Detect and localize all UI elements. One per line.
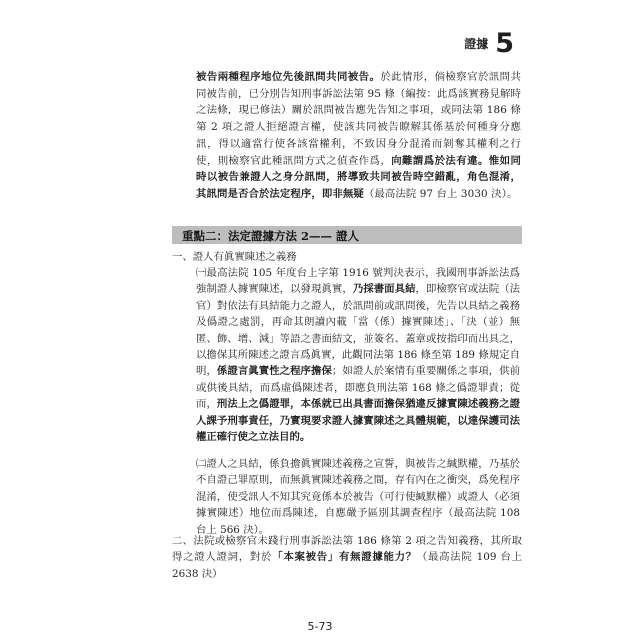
sub1-text-2: ，即檢察官或法院（法官）對依法有具結能力之證人，於訊問前或訊問後，先告以具結之義務及僞證之處罰，再命其朗讀內載「當（係）據實陳述」、「決（並）無匿、飾、增、減」等語之書面結文，並簽名、蓋章或按指印而出具之，以擔保其所陳述之證言爲眞實，此觀同法第 186 條至第 189 條規定自明，	[196, 283, 521, 378]
section-title: 重點二：法定證據方法 2—— 證人	[182, 229, 360, 243]
sub1-text-3: ；如證人於案情有重要關係之事項，供前或供後具結，而爲虛僞陳述者，即應負刑法第 168 條之僞證罪責；從而，	[196, 365, 521, 411]
item-2	[172, 533, 522, 582]
item-1-sub-1	[196, 265, 520, 445]
sub2-text: ㈡證人之具結，係負擔眞實陳述義務之宣誓，與被告之緘默權，乃基於不自證己罪原則，而無眞實陳述義務之間，存有內在之衝突，爲免程序混淆，使受訊人不知其究竟係本於被告（可行使緘默權）或證人（必須據實陳述）地位而爲陳述，自應嚴予區別其調查程序（最高法院 108 台上 566 決）。	[196, 458, 520, 536]
item-1-sub-2	[196, 456, 520, 538]
item-2-bold: 「本案被告」有無證據能力？	[272, 551, 417, 564]
sub1-bold-2: 係證言眞實性之程序擔保	[216, 365, 332, 378]
chapter-number: 5	[495, 28, 514, 59]
item-1-heading: 一、證人有眞實陳述之義務	[172, 251, 297, 263]
intro-bold-lead: 被告兩種程序地位先後訊問共同被告。	[196, 71, 381, 83]
section-heading-bar	[172, 226, 522, 244]
item-2-text-1: 二、法院或檢察官未踐行刑事訴訟法第 186 條第 2 項之告知義務，其所取得之證人證詞，對於	[172, 535, 522, 564]
chapter-label: 證據	[464, 37, 489, 51]
intro-body: 於此情形，倘檢察官於訊問共同被告前，已分別告知刑事訴訟法第 95 條（編按：此爲該實務見解時之法條，現已修法）關於訊問被告應先告知之事項，或同法第 186 條第 2 項之證人拒絕證言權，使該共同被告瞭解其係基於何種身分應訊，得以適當行使各該當權利，不致因身分混淆而剝奪其權利之行使，則檢察官此種訊問方式之偵查作爲，	[196, 71, 521, 167]
intro-citation: （最高法院 97 台上 3030 決）。	[363, 187, 518, 200]
intro-paragraph	[196, 69, 521, 203]
intro-bold-conclusion: 向難謂爲於法有違。惟如同時以被告兼證人之身分訊問，將導致共同被告時空錯亂，角色混淆，其訊問是否合於法定程序，即非無疑	[196, 154, 521, 200]
sub1-bold-3: 刑法上之僞證罪，本係就已出具書面擔保猶違反據實陳述義務之證人課予刑事責任，乃實現要求證人據實陳述之具體規範，以達保護司法權正確行使之立法目的。	[196, 398, 521, 444]
sub1-text-1: ㈠最高法院 105 年度台上字第 1916 號判決表示，我國刑事訴訟法爲強制證人據實陳述，以發現眞實，	[196, 267, 520, 296]
item-2-citation: （最高法院 109 台上 2638 決）	[172, 551, 523, 580]
chapter-header	[464, 30, 514, 57]
page-number: 5-73	[307, 620, 333, 633]
sub1-bold-1: 乃採書面具結	[352, 283, 416, 296]
